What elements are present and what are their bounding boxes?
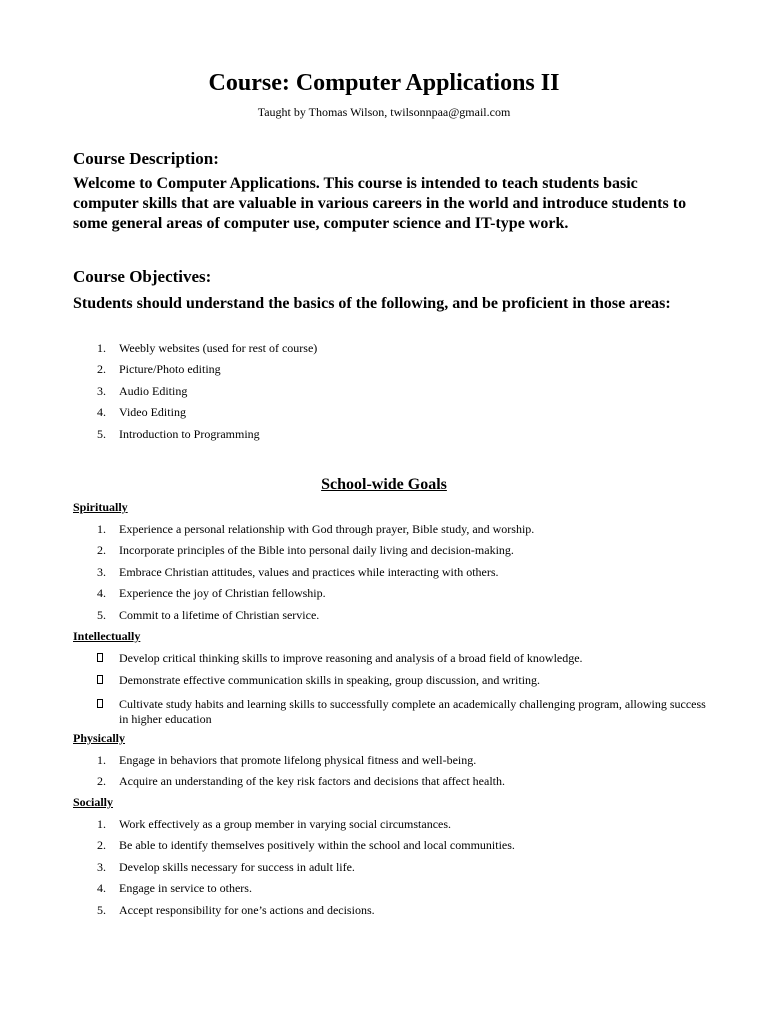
list-item	[73, 838, 713, 852]
bullet-icon	[97, 675, 103, 684]
list-item	[73, 903, 713, 917]
item-text: Work effectively as a group member in varying social circumstances.	[119, 817, 452, 831]
goals-heading: School-wide Goals	[321, 476, 447, 493]
item-text: Demonstrate effective communication skills in speaking, group discussion, and writing.	[119, 673, 541, 687]
list-item	[73, 753, 713, 767]
item-number: 2.	[97, 362, 106, 377]
list-item	[73, 543, 713, 557]
instructor-line: Taught by Thomas Wilson, twilsonnpaa@gmail.com	[257, 105, 511, 119]
item-text: Engage in behaviors that promote lifelong physical fitness and well-being.	[119, 753, 477, 767]
list-item	[73, 341, 713, 355]
item-number: 4.	[97, 586, 106, 601]
bullet-icon	[97, 653, 103, 662]
item-number: 5.	[97, 902, 106, 917]
item-number: 4.	[97, 881, 106, 896]
item-number: 5.	[97, 426, 106, 441]
objectives-list	[73, 341, 713, 448]
item-text: Embrace Christian attitudes, values and practices while interacting with others.	[119, 564, 499, 579]
item-text: Incorporate principles of the Bible into personal daily living and decision-making.	[119, 543, 514, 558]
description-text: Welcome to Computer Applications. This course is intended to teach students basic computer skills that are valuable in various careers in the world and introduce students to some general areas of computer use, computer science and IT-type work.	[73, 175, 687, 232]
item-text: Be able to identify themselves positively within the school and local communities.	[119, 838, 515, 853]
item-number: 1.	[97, 341, 106, 355]
list-item	[73, 522, 713, 536]
item-number: 3.	[97, 383, 106, 398]
item-text: Experience the joy of Christian fellowship.	[119, 586, 326, 601]
list-item	[73, 384, 713, 398]
item-number: 1.	[97, 753, 106, 767]
list-item	[73, 774, 713, 788]
item-number: 3.	[97, 859, 106, 874]
list-item	[73, 860, 713, 874]
item-number: 4.	[97, 405, 106, 420]
item-text: Develop skills necessary for success in adult life.	[119, 859, 355, 874]
item-number: 2.	[97, 774, 106, 789]
description-heading: Course Description:	[73, 149, 219, 168]
list-item	[73, 673, 713, 687]
intellectually-list	[73, 651, 713, 734]
intellectually-label: Intellectually	[73, 629, 141, 643]
page-title: Course: Computer Applications II	[208, 70, 560, 96]
item-text: Video Editing	[119, 405, 186, 420]
bullet-icon	[97, 699, 103, 708]
physically-label: Physically	[73, 731, 126, 745]
list-item	[73, 651, 713, 665]
spiritually-list	[73, 522, 713, 629]
item-text: Develop critical thinking skills to improve reasoning and analysis of a broad field of knowledge.	[119, 651, 583, 665]
item-text: Cultivate study habits and learning skills to successfully complete an academically challenging program, allowing success in higher education	[119, 697, 706, 726]
item-text: Weebly websites (used for rest of course)	[119, 341, 318, 355]
list-item	[73, 817, 713, 831]
item-number: 1.	[97, 522, 106, 536]
list-item	[73, 881, 713, 895]
item-text: Acquire an understanding of the key risk factors and decisions that affect health.	[119, 774, 505, 789]
socially-label: Socially	[73, 795, 114, 809]
item-text: Engage in service to others.	[119, 881, 252, 896]
item-text: Introduction to Programming	[119, 426, 260, 441]
spiritually-label: Spiritually	[73, 500, 128, 514]
list-item	[73, 608, 713, 622]
item-number: 5.	[97, 607, 106, 622]
item-number: 3.	[97, 564, 106, 579]
list-item	[73, 427, 713, 441]
item-text: Picture/Photo editing	[119, 362, 221, 377]
item-text: Audio Editing	[119, 383, 188, 398]
objectives-heading: Course Objectives:	[73, 267, 212, 286]
list-item	[73, 362, 713, 376]
item-number: 1.	[97, 817, 106, 831]
item-text: Commit to a lifetime of Christian service.	[119, 607, 320, 622]
socially-list	[73, 817, 713, 924]
objectives-intro: Students should understand the basics of the following, and be proficient in those areas:	[73, 295, 671, 312]
list-item	[73, 565, 713, 579]
list-item	[73, 405, 713, 419]
list-item	[73, 697, 713, 727]
item-text: Accept responsibility for one’s actions and decisions.	[119, 902, 375, 917]
list-item	[73, 586, 713, 600]
physically-list	[73, 753, 713, 796]
item-text: Experience a personal relationship with God through prayer, Bible study, and worship.	[119, 522, 535, 536]
item-number: 2.	[97, 838, 106, 853]
item-number: 2.	[97, 543, 106, 558]
